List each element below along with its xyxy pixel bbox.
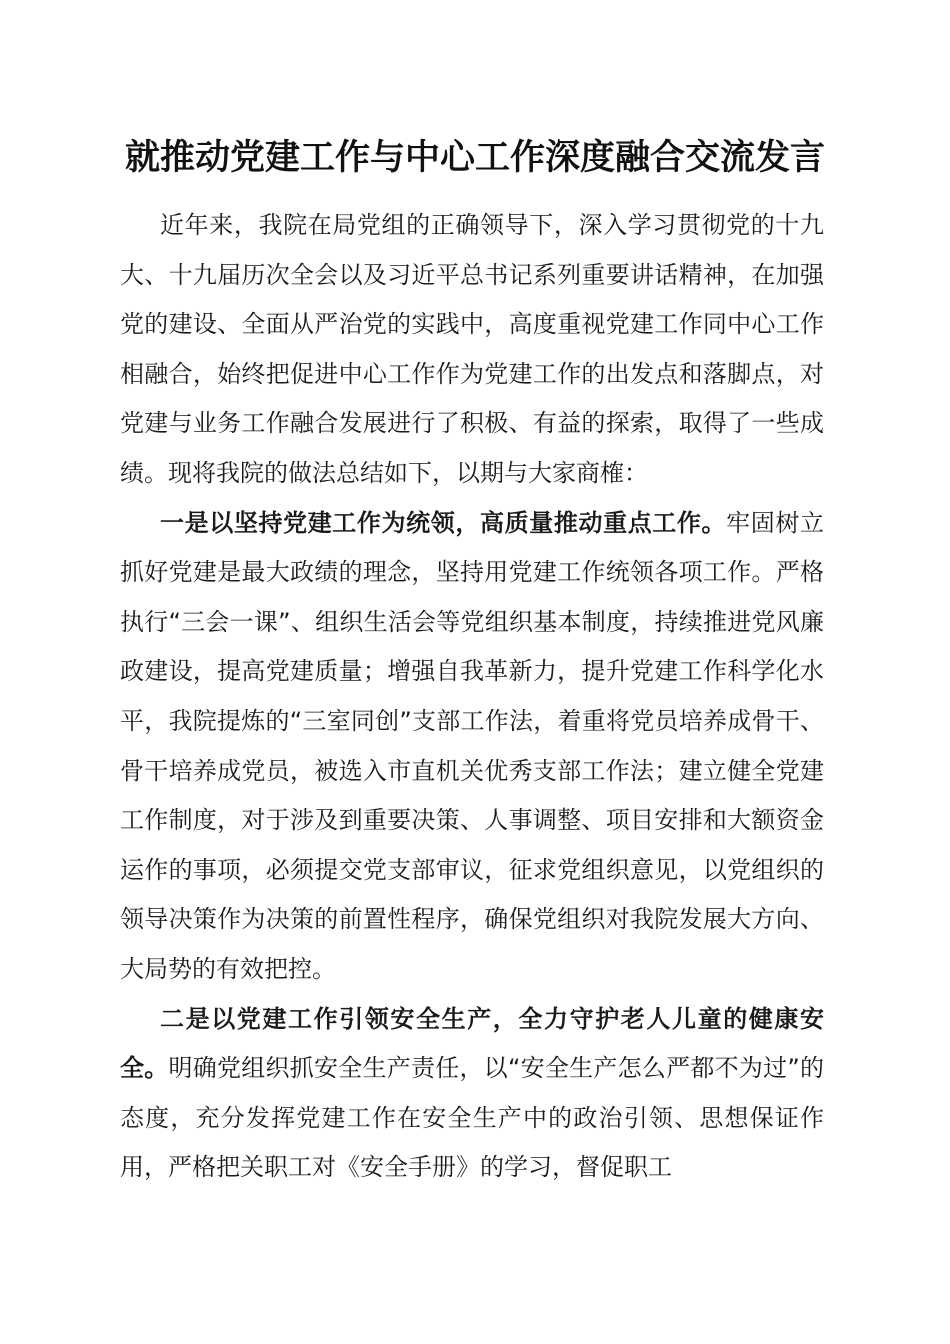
paragraph-intro [120, 201, 824, 499]
document-title: 就推动党建工作与中心工作深度融合交流发言 [124, 137, 825, 178]
paragraph-intro-text: 近年来，我院在局党组的正确领导下，深入学习贯彻党的十九大、十九届历次全会以及习近平总书记系列重要讲话精神，在加强党的建设、全面从严治党的实践中，高度重视党建工作同中心工作相融合，始终把促进中心工作作为党建工作的出发点和落脚点，对党建与业务工作融合发展进行了积极、有益的探索，取得了一些成绩。现将我院的做法总结如下，以期与大家商榷： [120, 211, 824, 487]
paragraph-point-one-text: 牢固树立抓好党建是最大政绩的理念，坚持用党建工作统领各项工作。严格执行“三会一课”、组织生活会等党组织基本制度，持续推进党风廉政建设，提高党建质量；增强自我革新力，提升党建工作科学化水平，我院提炼的“三室同创”支部工作法，着重将党员培养成骨干、骨干培养成党员，被选入市直机关优秀支部工作法；建立健全党建工作制度，对于涉及到重要决策、人事调整、项目安排和大额资金运作的事项，必须提交党支部审议，征求党组织意见，以党组织的领导决策作为决策的前置性程序，确保党组织对我院发展大方向、大局势的有效把控。 [120, 508, 825, 983]
paragraph-point-two [120, 995, 824, 1193]
paragraph-point-one [120, 499, 824, 995]
document-body [120, 201, 824, 1193]
paragraph-point-two-text: 明确党组织抓安全生产责任，以“安全生产怎么严都不为过”的态度，充分发挥党建工作在安全生产中的政治引领、思想保证作用，严格把关职工对《安全手册》的学习，督促职工 [120, 1054, 824, 1182]
paragraph-point-one-lead: 一是以坚持党建工作为统领，高质量推动重点工作。 [160, 508, 727, 537]
paragraph-point-two-lead: 二是以党建工作引领安全生产，全力守护老人儿童的健康安全。 [120, 1004, 824, 1083]
